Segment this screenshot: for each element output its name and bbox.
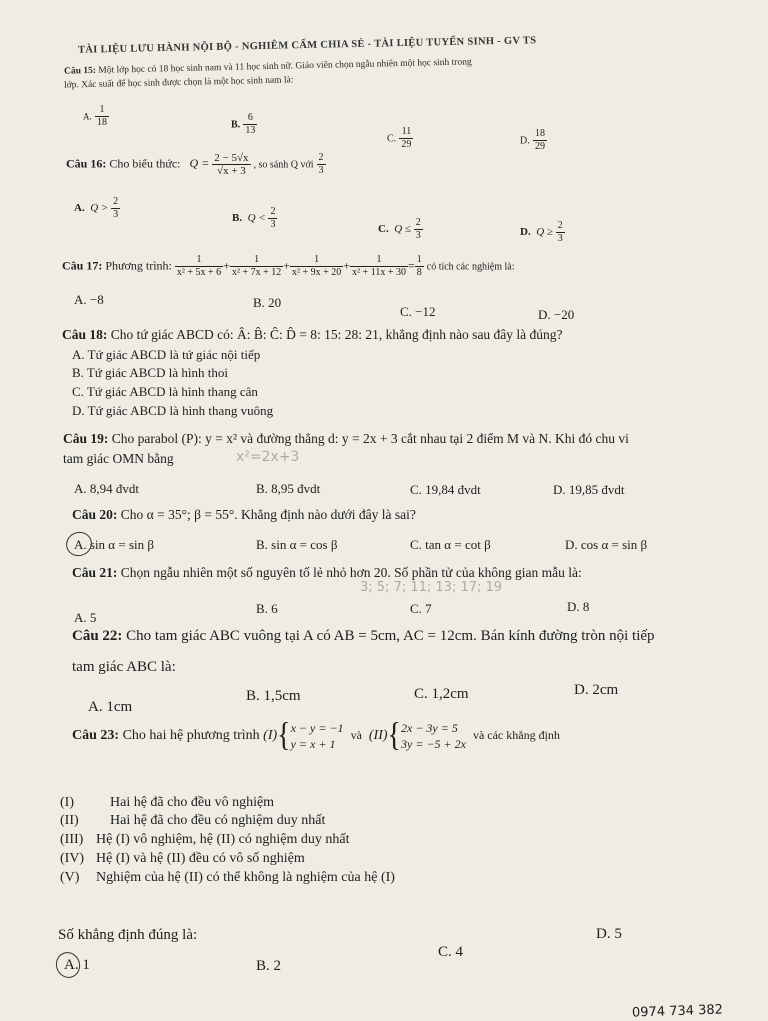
q23-answer-circle [52, 949, 83, 982]
statement-3: (III) Hệ (I) vô nghiệm, hệ (II) có nghiệm duy nhất [60, 832, 350, 847]
question-21-label: Câu 21: [72, 565, 118, 580]
q20-option-c: C. tan α = cot β [410, 537, 491, 552]
question-16-label: Câu 16: [66, 156, 107, 171]
question-23-label: Câu 23: [72, 728, 120, 744]
q16-option-d: D. Q ≥ $\frac{2}{3}$ [520, 220, 563, 244]
question-15-text-1: Câu 15: Một lớp học có 18 học sinh nam và 11 học sinh nữ. Giáo viên chọn ngẫu nhiên một học sinh trong [63, 57, 472, 77]
q16-option-c: C. Q ≤ $\frac{2}{3}$ [378, 217, 421, 241]
pencil-scribble-19: x²=2x+3 [236, 449, 300, 465]
statement-2: (II) Hai hệ đã cho đều có nghiệm duy nhất [60, 813, 326, 828]
question-15-label: Câu 15: [63, 65, 97, 77]
question-19-label: Câu 19: [63, 431, 109, 446]
q19-option-c: C. 19,84 đvdt [410, 482, 481, 497]
statement-5: (V) Nghiệm của hệ (II) có thể không là nghiệm của hệ (I) [60, 870, 395, 885]
question-22-label: Câu 22: [72, 628, 123, 644]
q22-option-a: A. 1cm [88, 699, 133, 715]
question-17-label: Câu 17: [62, 258, 103, 273]
q23-question: Số khẳng định đúng là: [58, 927, 198, 943]
q15-option-c: C. $\frac{11}{29}$ [387, 126, 412, 150]
q17-option-b: B. 20 [253, 295, 282, 310]
q21-option-c: C. 7 [410, 601, 432, 616]
q19-option-a: A. 8,94 đvdt [74, 481, 139, 496]
question-19-line-2: tam giác OMN bằng [63, 451, 174, 466]
question-19-line-1: Câu 19: Cho parabol (P): y = x² và đường thẳng d: y = 2x + 3 cắt nhau tại 2 điểm M và N. Khi đó chu vi [63, 431, 629, 446]
question-18: Câu 18: Cho tứ giác ABCD có: Â: B̂: Ĉ: D̂ = 8: 15: 28: 21, khẳng định nào sau đây là đúng? [62, 327, 563, 342]
q23-option-d: D. 5 [596, 926, 622, 942]
question-17: Câu 17: Phương trình: $\frac{1}{\text{x² + 5x + 6}}$ + $\frac{1}{\text{x² + 7x + 12}}$ + $\frac{1}{\text{x² + 9x + 20}}$ + $\frac{1}{\text{x² + 11x + 30}}$ = $\frac{1}{8}$ có tích các nghiệm là: [62, 254, 515, 278]
question-22-line-2: tam giác ABC là: [72, 659, 176, 675]
q20-option-a: A. sin α = sin β [74, 537, 154, 552]
q18-option-c: C. Tứ giác ABCD là hình thang cân [72, 384, 258, 399]
q21-option-a: A. 5 [74, 610, 97, 625]
q22-option-c: C. 1,2cm [414, 686, 469, 702]
question-23: Câu 23: Cho hai hệ phương trình (I){ x − y = −1 y = x + 1 và (II){ 2x − 3y = 5 3y = −5 + 2x và các khẳng định [72, 716, 560, 754]
q21-option-d: D. 8 [567, 599, 590, 614]
q20-option-b: B. sin α = cos β [256, 537, 338, 552]
question-20-label: Câu 20: [72, 507, 118, 522]
q23-option-b: B. 2 [256, 958, 282, 974]
q22-option-d: D. 2cm [574, 682, 619, 698]
statement-4: (IV) Hệ (I) và hệ (II) đều có vô số nghiệm [60, 851, 305, 866]
q18-option-b: B. Tứ giác ABCD là hình thoi [72, 365, 228, 380]
q23-option-c: C. 4 [438, 944, 464, 960]
q19-option-b: B. 8,95 đvdt [256, 481, 321, 496]
q15-option-b: B. $\frac{6}{13}$ [231, 112, 256, 136]
q15-option-d: D. $\frac{18}{29}$ [520, 128, 545, 152]
q20-answer-circle [63, 528, 96, 559]
question-15-text-2: lớp. Xác suất để học sinh được chọn là một học sinh nam là: [63, 75, 294, 91]
q21-option-b: B. 6 [256, 601, 278, 616]
statement-1: (I) Hai hệ đã cho đều vô nghiệm [60, 795, 275, 810]
q19-option-d: D. 19,85 đvdt [553, 482, 625, 497]
q17-option-a: A. −8 [74, 292, 104, 307]
q15-option-a: A. $\frac{1}{18}$ [83, 104, 107, 128]
q22-option-b: B. 1,5cm [246, 688, 301, 704]
question-16: Câu 16: Cho biểu thức: Q = $\frac{2 - 5√x}{√x + 3}$ , so sánh Q với $\frac{2}{3}$ [66, 152, 324, 177]
page-header: TÀI LIỆU LƯU HÀNH NỘI BỘ - NGHIÊM CẤM CHIA SẺ - TÀI LIỆU TUYỂN SINH - GV TS [77, 35, 537, 56]
question-22-line-1: Câu 22: Cho tam giác ABC vuông tại A có AB = 5cm, AC = 12cm. Bán kính đường tròn nội tiếp [72, 628, 655, 644]
system-2: 2x − 3y = 5 3y = −5 + 2x [401, 721, 466, 751]
question-21: Câu 21: Chọn ngẫu nhiên một số nguyên tố lẻ nhỏ hơn 20. Số phần tử của không gian mẫu là: [72, 565, 582, 580]
q18-option-a: A. Tứ giác ABCD là tứ giác nội tiếp [72, 347, 261, 362]
handwritten-phone-number: 0974 734 382 [631, 1002, 724, 1021]
pencil-scribble-21: 3; 5; 7; 11; 13; 17; 19 [360, 580, 503, 595]
question-18-label: Câu 18: [62, 327, 108, 342]
system-1: x − y = −1 y = x + 1 [290, 721, 344, 751]
question-20: Câu 20: Cho α = 35°; β = 55°. Khẳng định nào dưới đây là sai? [72, 507, 416, 522]
q23-option-a: A. 1 [64, 957, 90, 973]
q17-option-d: D. −20 [538, 307, 575, 322]
q16-option-b: B. Q < $\frac{2}{3}$ [232, 206, 276, 230]
q16-option-a: A. Q > $\frac{2}{3}$ [74, 196, 119, 220]
q20-option-d: D. cos α = sin β [565, 537, 648, 552]
q17-option-c: C. −12 [400, 304, 436, 319]
q18-option-d: D. Tứ giác ABCD là hình thang vuông [72, 403, 274, 418]
